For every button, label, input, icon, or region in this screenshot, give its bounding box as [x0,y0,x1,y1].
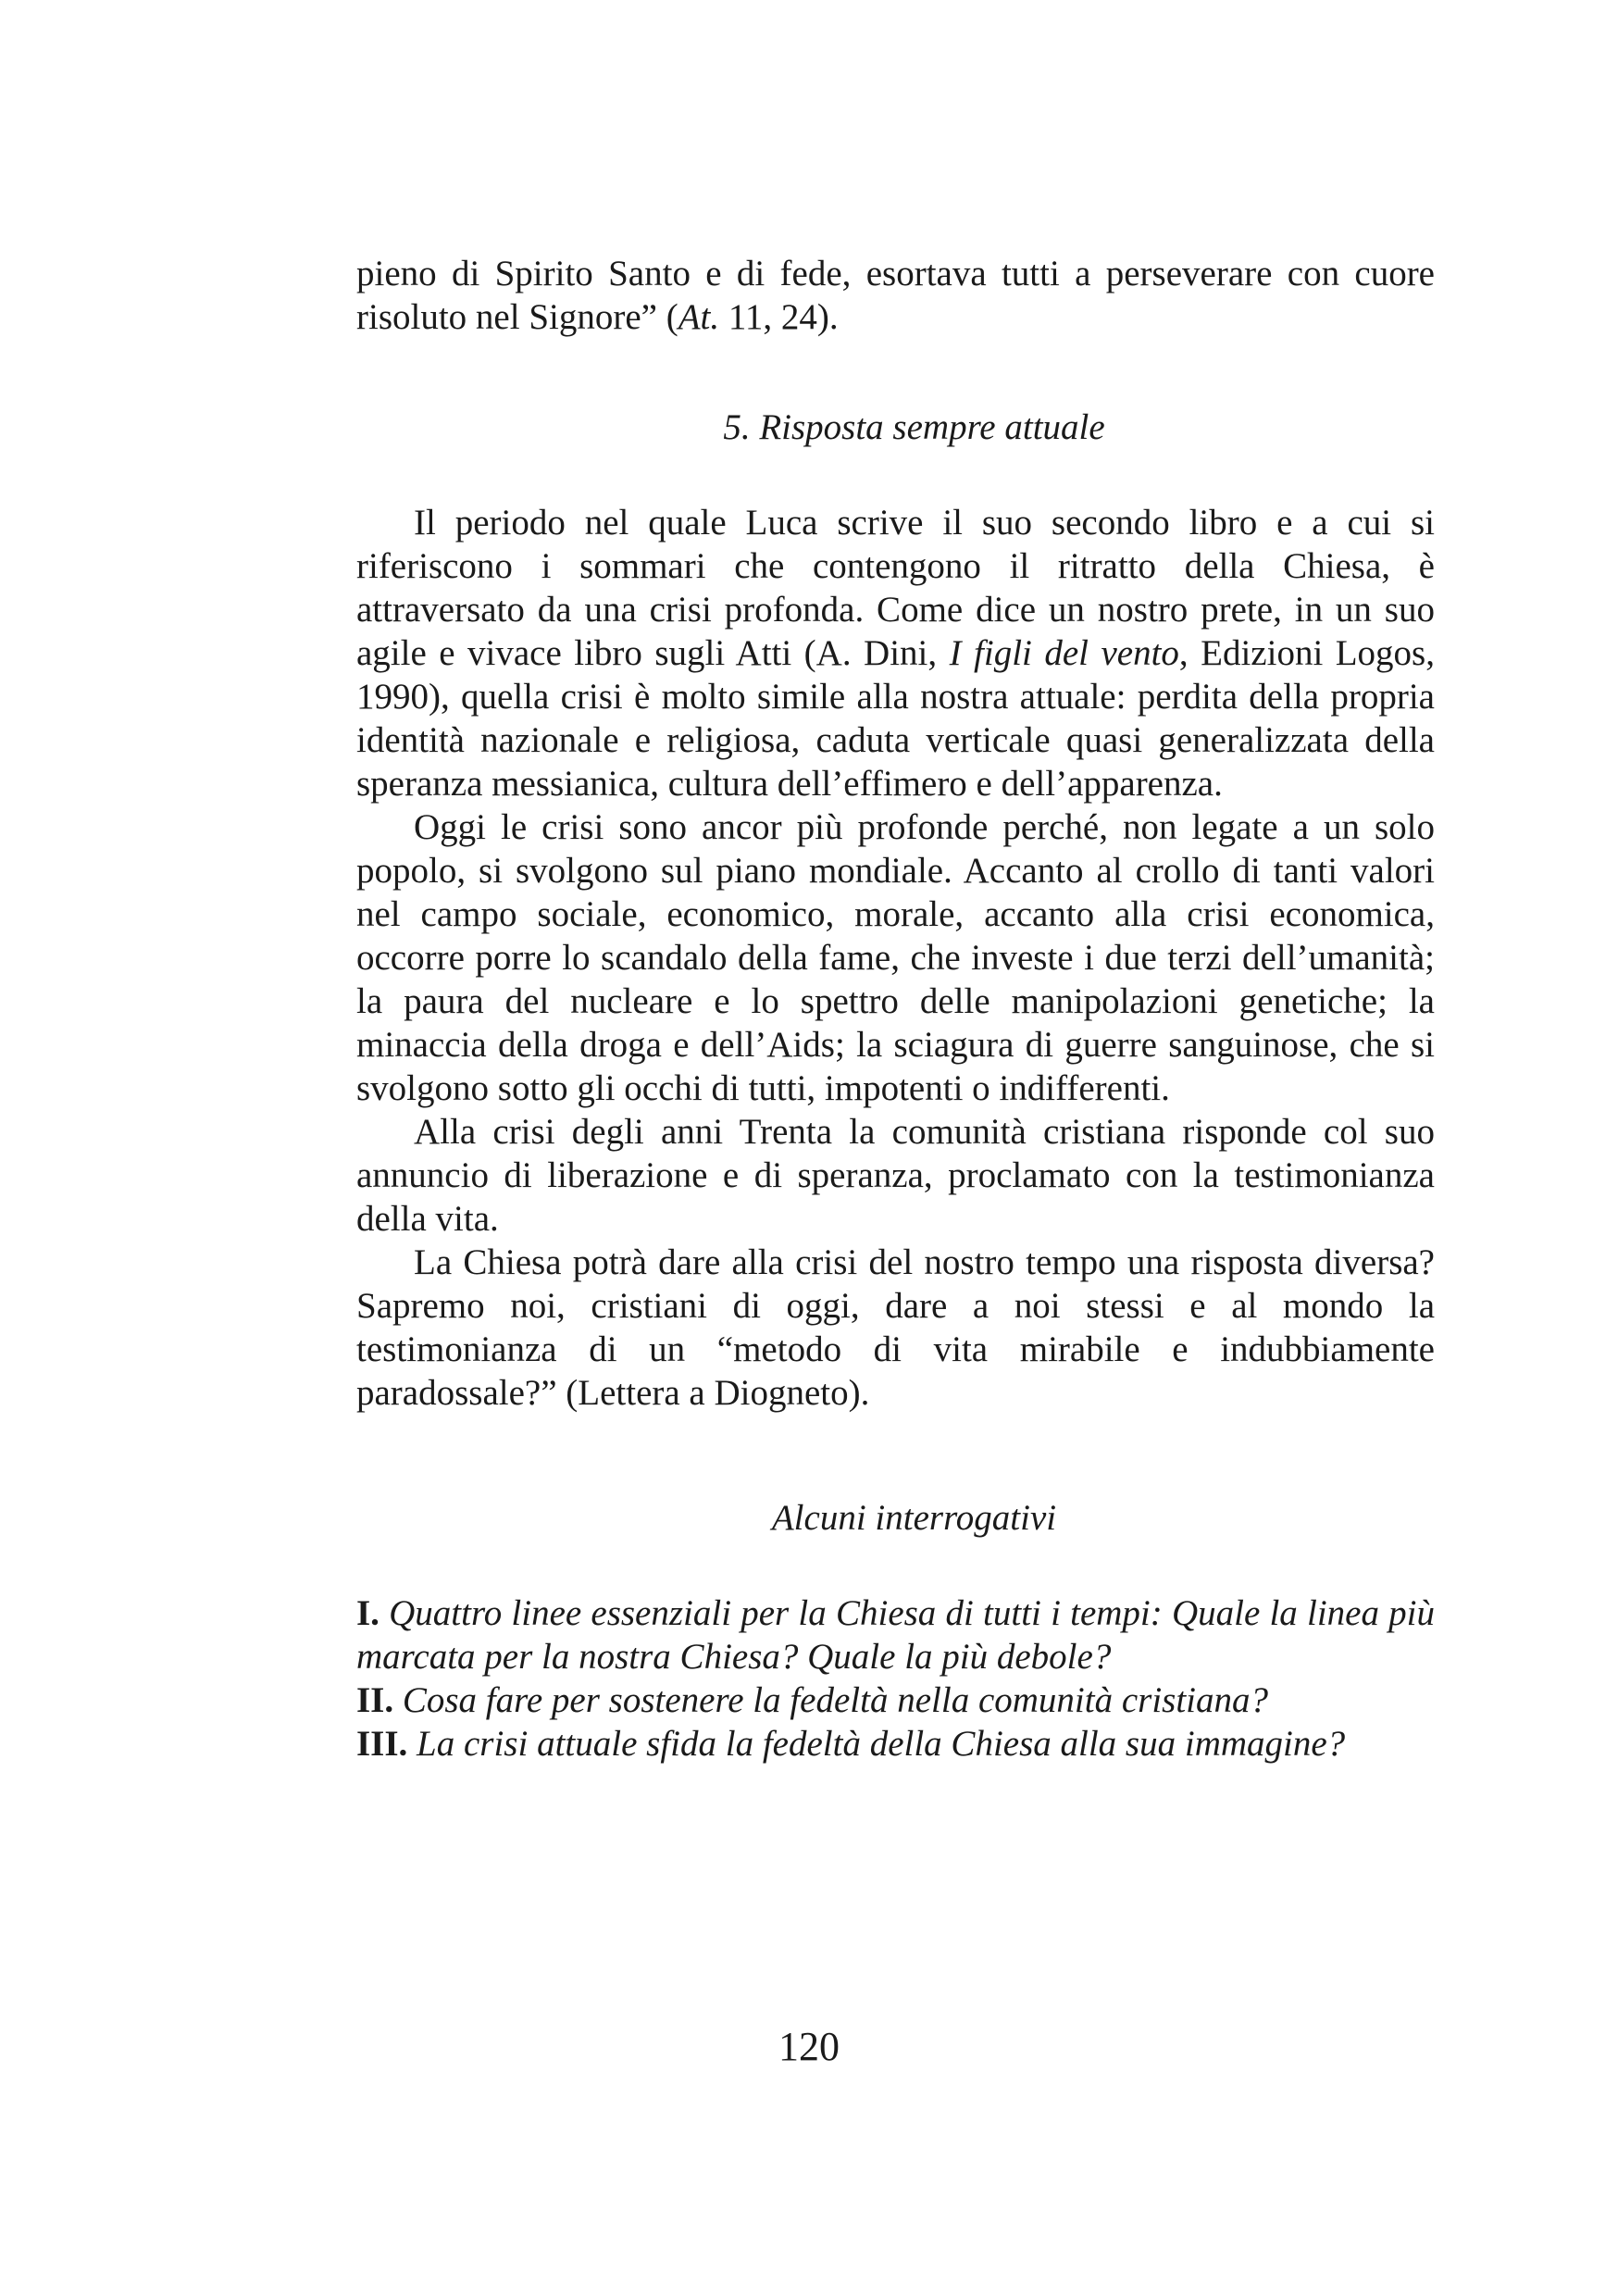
book-title: I figli del vento [949,633,1179,673]
page-body [356,252,1435,1766]
paragraph-2: Oggi le crisi sono ancor più profonde perché, non legate a un solo popolo, si svolgono sul piano mondiale. Accanto al crollo di tanti valori nel campo sociale, economico, morale, accanto alla crisi economica, occorre porre lo scandalo della fame, che investe i due terzi dell’umanità; la paura del nucleare e lo spettro delle manipolazioni genetiche; la minaccia della droga e dell’Aids; la sciagura di guerre sanguinose, che si svolgono sotto gli occhi di tutti, impotenti o indifferenti. [356,807,1435,1108]
section-title: 5. Risposta sempre attuale [723,407,1105,447]
top-paragraph: pieno di Spirito Santo e di fede, esortava tutti a perseverare con cuore risoluto nel Signore” (At. 11, 24). [356,254,1435,337]
scripture-ref: At. [678,297,720,337]
question-item: I. Quattro linee essenziali per la Chiesa di tutti i tempi: Quale la linea più marcata per la nostra Chiesa? Quale la più debole? [356,1593,1435,1677]
paragraph-4: La Chiesa potrà dare alla crisi del nostro tempo una risposta diversa? Sapremo noi, cristiani di oggi, dare a noi stessi e al mondo la testimonianza di un “metodo di vita mirabile e indubbiamente paradossale?” (Lettera a Diogneto). [356,1242,1435,1413]
question-item: II. Cosa fare per sostenere la fedeltà nella comunità cristiana? [356,1680,1269,1720]
question-number: I. [356,1593,380,1633]
questions-list [356,1591,1435,1766]
question-item: III. La crisi attuale sfida la fedeltà della Chiesa alla sua immagine? [356,1724,1346,1764]
questions-title: Alcuni interrogativi [771,1498,1057,1538]
page-number: 120 [778,2024,840,2069]
paragraph-1: Il periodo nel quale Luca scrive il suo secondo libro e a cui si riferiscono i sommari che contengono il ritratto della Chiesa, è attraversato da una crisi profonda. Come dice un nostro prete, in un suo agile e vivace libro sugli Atti (A. Dini, I figli del vento, Edizioni Logos, 1990), quella crisi è molto simile alla nostra attuale: perdita della propria identità nazionale e religiosa, caduta verticale quasi generalizzata della speranza messianica, cultura dell’effimero e dell’apparenza. [356,503,1435,804]
question-number: II. [356,1680,394,1720]
question-number: III. [356,1724,408,1764]
paragraph-3: Alla crisi degli anni Trenta la comunità cristiana risponde col suo annuncio di liberazione e di speranza, proclamato con la testimonianza della vita. [356,1112,1435,1239]
